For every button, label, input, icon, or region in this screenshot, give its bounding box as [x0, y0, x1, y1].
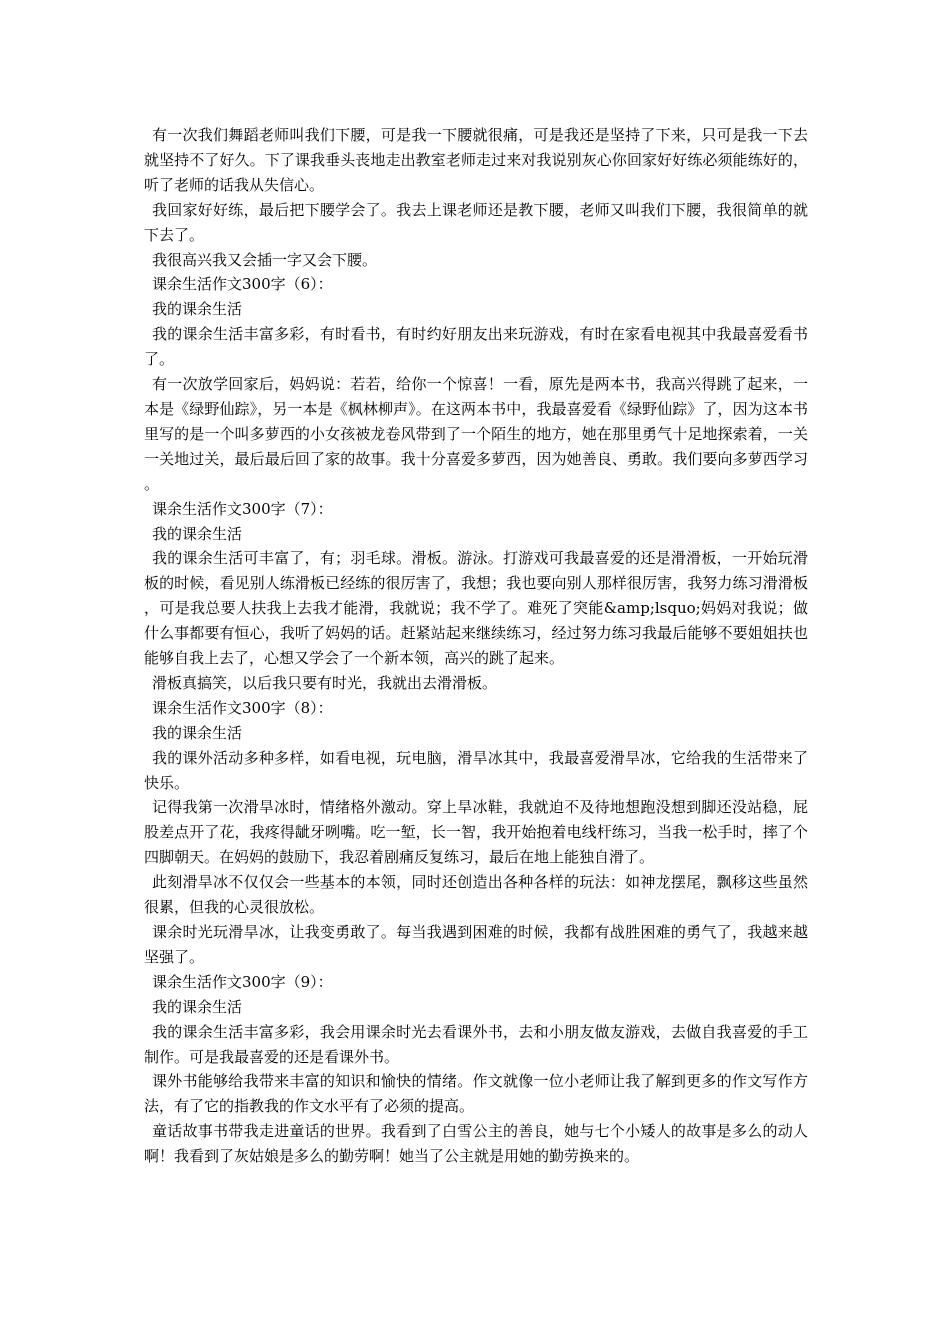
- section-heading: 课余生活作文300字（9）：: [152, 972, 333, 991]
- paragraph: 我回家好好练，最后把下腰学会了。我去上课老师还是教下腰，老师又叫我们下腰，我很简单的就下去了。: [144, 200, 808, 244]
- section-heading: 课余生活作文300字（8）：: [152, 698, 333, 717]
- document-body: [144, 123, 808, 1169]
- paragraph: 我的课外活动多种多样，如看电视，玩电脑，滑旱冰其中，我最喜爱滑旱冰，它给我的生活带来了快乐。: [144, 748, 808, 792]
- section-heading: 课余生活作文300字（6）：: [152, 275, 333, 294]
- essay-title: 我的课余生活: [152, 524, 243, 543]
- paragraph: 课外书能够给我带来丰富的知识和愉快的情绪。作文就像一位小老师让我了解到更多的作文写作方法，有了它的指教我的作文水平有了必须的提高。: [144, 1072, 808, 1116]
- paragraph: 滑板真搞笑，以后我只要有时光，我就出去滑滑板。: [152, 673, 498, 692]
- paragraph: 我的课余生活丰富多彩，我会用课余时光去看课外书，去和小朋友做友游戏，去做自我喜爱的手工制作。可是我最喜爱的还是看课外书。: [144, 1022, 808, 1066]
- essay-title: 我的课余生活: [152, 300, 243, 319]
- essay-title: 我的课余生活: [152, 723, 243, 742]
- paragraph: 此刻滑旱冰不仅仅会一些基本的本领，同时还创造出各种各样的玩法：如神龙摆尾，飘移这些虽然很累，但我的心灵很放松。: [144, 873, 808, 917]
- essay-title: 我的课余生活: [152, 997, 243, 1016]
- paragraph: 有一次我们舞蹈老师叫我们下腰，可是我一下腰就很痛，可是我还是坚持了下来，只可是我一下去就坚持不了好久。下了课我垂头丧地走出教室老师走过来对我说别灰心你回家好好练必须能练好的，听了老师的话我从失信心。: [144, 126, 808, 194]
- paragraph: 我很高兴我又会插一字又会下腰。: [152, 250, 378, 269]
- paragraph: 我的课余生活丰富多彩，有时看书，有时约好朋友出来玩游戏，有时在家看电视其中我最喜爱看书了。: [144, 325, 808, 369]
- paragraph: 记得我第一次滑旱冰时，情绪格外激动。穿上旱冰鞋，我就迫不及待地想跑没想到脚还没站稳，屁股差点开了花，我疼得龇牙咧嘴。吃一堑，长一智，我开始抱着电线杆练习，当我一松手时，摔了个四脚朝天。在妈妈的鼓励下，我忍着剧痛反复练习，最后在地上能独自滑了。: [144, 798, 808, 867]
- paragraph: 童话故事书带我走进童话的世界。我看到了白雪公主的善良，她与七个小矮人的故事是多么的动人啊！我看到了灰姑娘是多么的勤劳啊！她当了公主就是用她的勤劳换来的。: [144, 1122, 808, 1166]
- paragraph: 我的课余生活可丰富了，有；羽毛球。滑板。游泳。打游戏可我最喜爱的还是滑滑板，一开始玩滑板的时候，看见别人练滑板已经练的很厉害了，我想；我也要向别人那样很厉害，我努力练习滑滑板，可是我总要人扶我上去我才能滑，我就说；我不学了。难死了突能&amp;lsquo;妈妈对我说；做什么事都要有恒心，我听了妈妈的话。赶紧站起来继续练习，经过努力练习我最后能够不要姐姐扶也能够自我上去了，心想又学会了一个新本领，高兴的跳了起来。: [144, 549, 808, 668]
- paragraph: 有一次放学回家后，妈妈说：若若，给你一个惊喜！一看，原先是两本书，我高兴得跳了起来，一本是《绿野仙踪》，另一本是《枫林柳声》。在这两本书中，我最喜爱看《绿野仙踪》了，因为这本书里写的是一个叫多萝西的小女孩被龙卷风带到了一个陌生的地方，她在那里勇气十足地探索着，一关一关地过关，最后最后回了家的故事。我十分喜爱多萝西，因为她善良、勇敢。我们要向多萝西学习。: [144, 375, 808, 493]
- paragraph: 课余时光玩滑旱冰，让我变勇敢了。每当我遇到困难的时候，我都有战胜困难的勇气了，我越来越坚强了。: [144, 923, 808, 966]
- section-heading: 课余生活作文300字（7）：: [152, 499, 333, 518]
